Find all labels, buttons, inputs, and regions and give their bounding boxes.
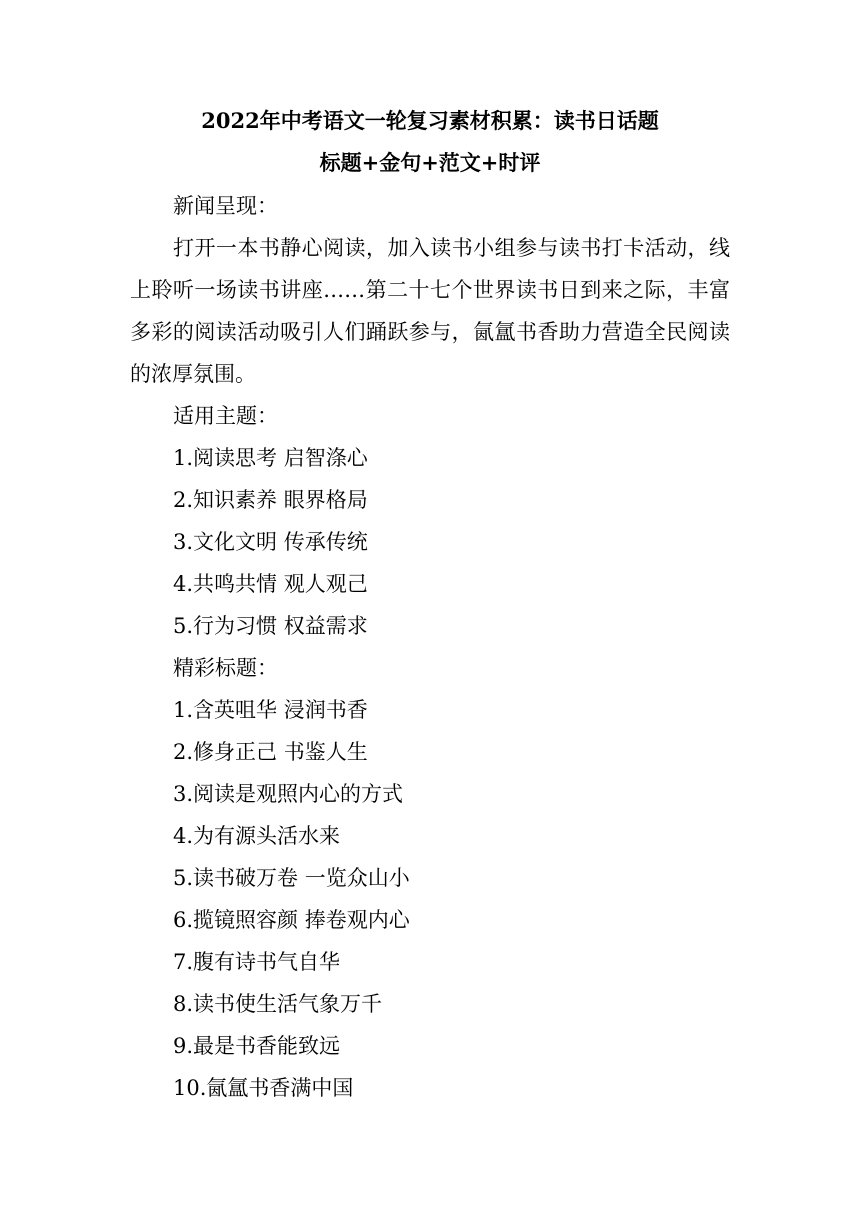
title-item: 5.读书破万卷 一览众山小: [173, 866, 410, 890]
news-paragraph-line: 上聆听一场读书讲座……第二十七个世界读书日到来之际，丰富: [130, 278, 730, 302]
theme-item: 3.文化文明 传承传统: [173, 530, 368, 554]
title-item: 8.读书使生活气象万千: [173, 992, 383, 1016]
title-item: 1.含英咀华 浸润书香: [173, 698, 368, 722]
themes-heading: 适用主题：: [173, 404, 278, 428]
title-item: 2.修身正己 书鉴人生: [173, 740, 368, 764]
document-subtitle: 标题+金句+范文+时评: [319, 150, 541, 175]
title-item: 3.阅读是观照内心的方式: [173, 782, 404, 806]
theme-item: 5.行为习惯 权益需求: [173, 614, 368, 638]
title-item: 6.揽镜照容颜 捧卷观内心: [173, 908, 410, 932]
title-item: 4.为有源头活水来: [173, 824, 341, 848]
theme-item: 2.知识素养 眼界格局: [173, 488, 368, 512]
theme-item: 1.阅读思考 启智涤心: [173, 446, 368, 470]
title-item: 9.最是书香能致远: [173, 1034, 341, 1058]
document-title: 2022年中考语文一轮复习素材积累：读书日话题: [201, 108, 659, 133]
title-item: 10.氤氲书香满中国: [173, 1076, 354, 1100]
news-heading: 新闻呈现：: [173, 194, 278, 218]
news-paragraph-line: 多彩的阅读活动吸引人们踊跃参与，氤氲书香助力营造全民阅读: [130, 320, 730, 344]
titles-heading: 精彩标题：: [173, 656, 278, 680]
theme-item: 4.共鸣共情 观人观己: [173, 572, 368, 596]
news-paragraph-line: 的浓厚氛围。: [130, 362, 256, 386]
title-item: 7.腹有诗书气自华: [173, 950, 341, 974]
news-paragraph-line: 打开一本书静心阅读，加入读书小组参与读书打卡活动，线: [173, 236, 730, 260]
